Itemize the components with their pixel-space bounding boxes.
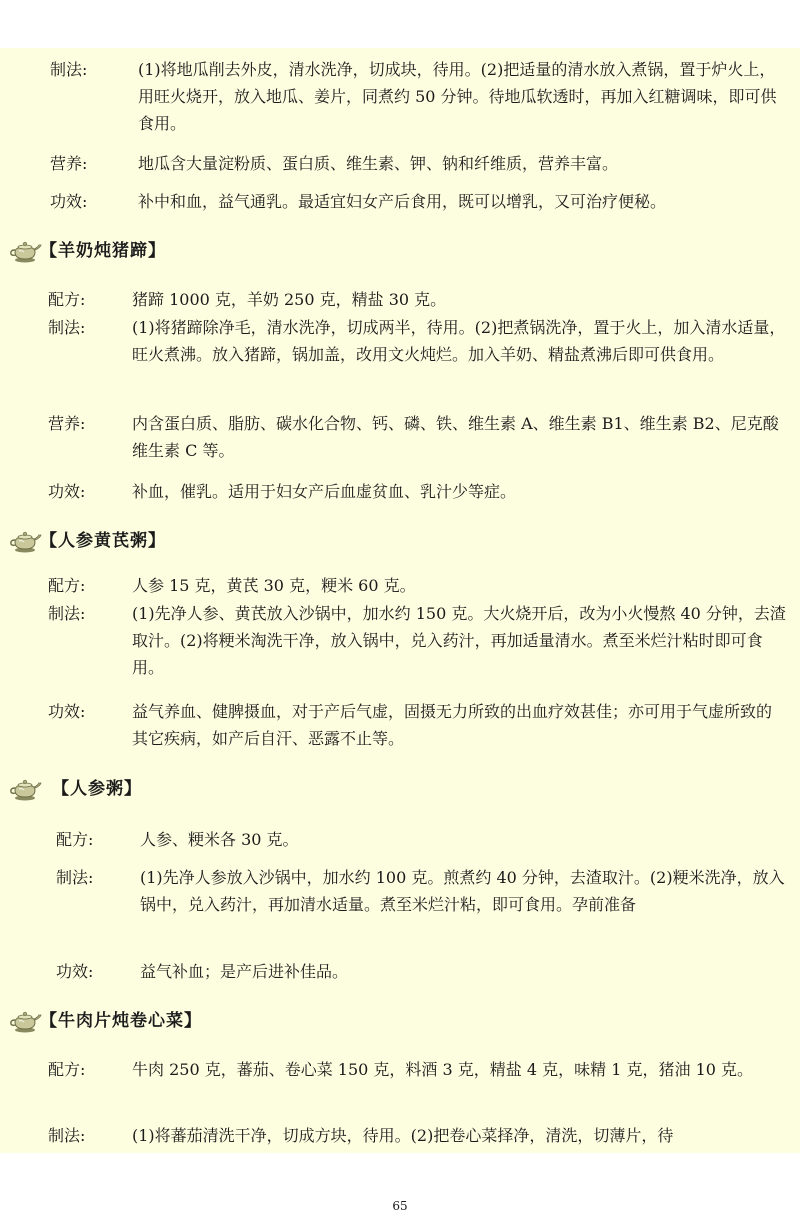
zhifa-text: (1)将蕃茄清洗干净，切成方块，待用。(2)把卷心菜择净，清洗，切薄片，待: [132, 1126, 674, 1145]
zhifa-text: (1)先净人参、黄芪放入沙锅中，加水约 150 克。大火烧开后，改为小火慢熬 40 分钟，去渣取汁。(2)将粳米淘洗干净，放入锅中，兑入药汁，再加适量清水。煮至米烂汁粘时即可食用。: [132, 604, 786, 677]
gongxiao-label: 功效:: [56, 962, 94, 981]
peifang-text: 人参、粳米各 30 克。: [140, 830, 299, 849]
peifang-text: 人参 15 克，黄芪 30 克，粳米 60 克。: [132, 576, 416, 595]
peifang-text: 牛肉 250 克，蕃茄、卷心菜 150 克，料酒 3 克，精盐 4 克，味精 1 克，猪油 10 克。: [132, 1060, 754, 1079]
zhifa-text: (1)将猪蹄除净毛，清水洗净，切成两半，待用。(2)把煮锅洗净，置于火上，加入清水适量，旺火煮沸。放入猪蹄，锅加盖，改用文火炖烂。加入羊奶、精盐煮沸后即可供食用。: [132, 318, 786, 364]
zhifa-label: 制法:: [48, 1126, 86, 1145]
peifang-label: 配方:: [48, 576, 86, 595]
peifang-label: 配方:: [56, 830, 94, 849]
teapot-icon: [8, 1008, 42, 1034]
gongxiao-label: 功效:: [50, 192, 88, 211]
zhifa-label: 制法:: [56, 868, 94, 887]
gongxiao-label: 功效:: [48, 702, 86, 721]
page-number: 65: [392, 1199, 408, 1213]
peifang-label: 配方:: [48, 290, 86, 309]
recipe-title: 【人参粥】: [52, 779, 142, 799]
gongxiao-text: 补中和血，益气通乳。最适宜妇女产后食用，既可以增乳，又可治疗便秘。: [138, 192, 667, 211]
zhifa-text: (1)先净人参放入沙锅中，加水约 100 克。煎煮约 40 分钟，去渣取汁。(2)粳米洗净，放入锅中，兑入药汁，再加清水适量。煮至米烂汁粘，即可食用。孕前准备: [140, 868, 785, 914]
recipe-title: 【羊奶炖猪蹄】: [40, 241, 166, 261]
yingyang-label: 营养:: [48, 414, 86, 433]
recipe-title: 【人参黄芪粥】: [40, 531, 166, 551]
recipe-title: 【牛肉片炖卷心菜】: [40, 1011, 202, 1031]
peifang-text: 猪蹄 1000 克，羊奶 250 克，精盐 30 克。: [132, 290, 447, 309]
zhifa-label: 制法:: [48, 318, 86, 337]
zhifa-text: (1)将地瓜削去外皮，清水洗净，切成块，待用。(2)把适量的清水放入煮锅，置于炉火上，用旺火烧开，放入地瓜、姜片，同煮约 50 分钟。待地瓜软透时，再加入红糖调味，即可供食用。: [138, 60, 777, 133]
peifang-label: 配方:: [48, 1060, 86, 1079]
zhifa-label: 制法:: [50, 60, 88, 79]
teapot-icon: [8, 528, 42, 554]
yingyang-text: 内含蛋白质、脂肪、碳水化合物、钙、磷、铁、维生素 A、维生素 B1、维生素 B2、尼克酸维生素 C 等。: [132, 414, 779, 460]
gongxiao-label: 功效:: [48, 482, 86, 501]
yingyang-text: 地瓜含大量淀粉质、蛋白质、维生素、钾、钠和纤维质，营养丰富。: [138, 154, 619, 173]
zhifa-label: 制法:: [48, 604, 86, 623]
teapot-icon: [8, 238, 42, 264]
yingyang-label: 营养:: [50, 154, 88, 173]
gongxiao-text: 益气补血；是产后进补佳品。: [140, 962, 349, 981]
gongxiao-text: 益气养血、健脾摄血，对于产后气虚，固摄无力所致的出血疗效甚佳；亦可用于气虚所致的其它疾病，如产后自汗、恶露不止等。: [132, 702, 773, 748]
gongxiao-text: 补血，催乳。适用于妇女产后血虚贫血、乳汁少等症。: [132, 482, 517, 501]
teapot-icon: [8, 776, 42, 802]
